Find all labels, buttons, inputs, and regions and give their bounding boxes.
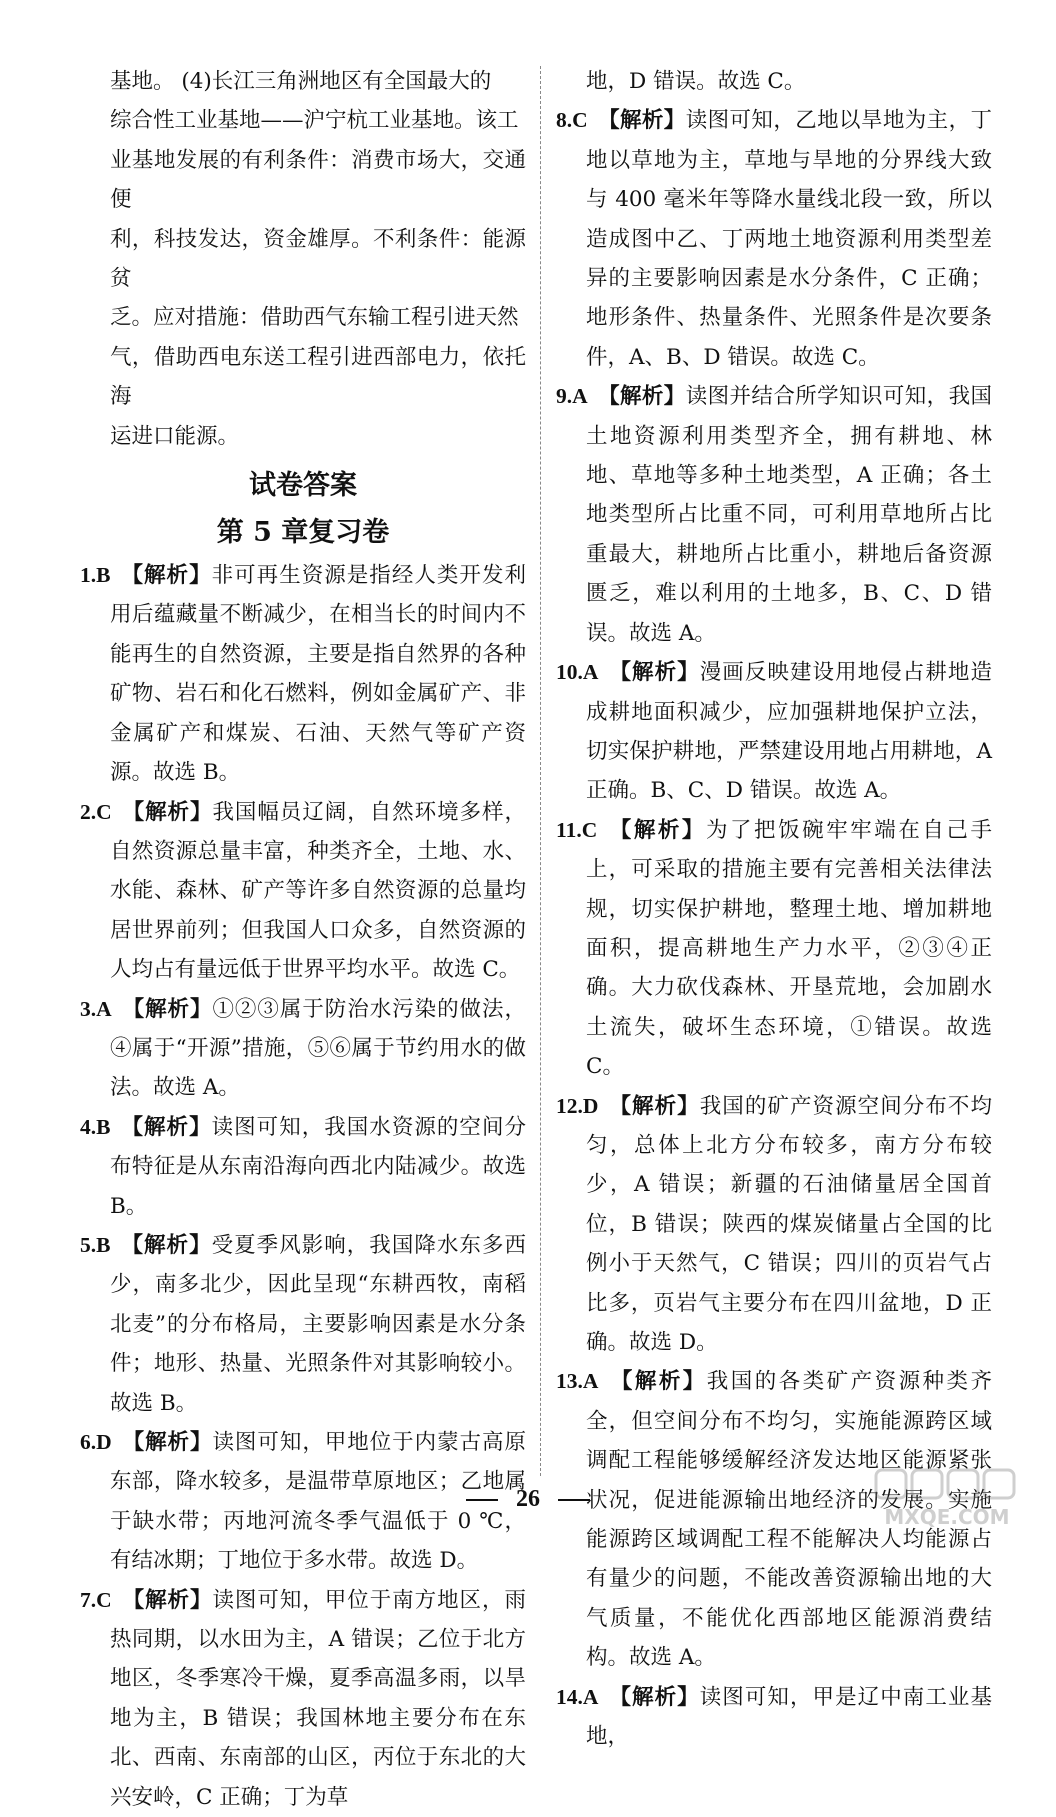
item-number: 1. (80, 563, 97, 588)
answer-letter: A (582, 660, 599, 685)
text-line: 利，科技发达，资金雄厚。不利条件：能源贫 (110, 226, 526, 292)
analysis-text: 受夏季风影响，我国降水东多西少，南多北少，因此呈现“东耕西牧，南稻北麦”的分布格局，主要影响因素是水分条件；地形、热量、光照条件对其影响较小。故选 B。 (110, 1232, 526, 1416)
analysis-tag: 【解析】 (121, 1587, 213, 1613)
item-number: 3. (80, 996, 97, 1021)
answer-letter: C (572, 108, 588, 133)
analysis-tag: 【解析】 (120, 563, 212, 589)
answer-item (80, 1108, 526, 1226)
answer-letter: C (581, 817, 598, 842)
text-line: 运进口能源。 (110, 423, 240, 449)
answer-item (556, 1678, 992, 1757)
analysis-text: 为了把饭碗牢牢端在自己手上，可采取的措施主要有完善相关法律法规，切实保护耕地，整理土地、增加耕地面积，提高耕地生产力水平，②③④正确。大力砍伐森林、开垦荒地，会加剧水土流失，破坏生态环境，①错误。故选 C。 (586, 817, 992, 1080)
analysis-tag: 【解析】 (121, 799, 213, 825)
analysis-text: 漫画反映建设用地侵占耕地造成耕地面积减少，应加强耕地保护立法，切实保护耕地，严禁建设用地占用耕地，A 正确。B、C、D 错误。故选 A。 (586, 660, 992, 804)
item-number: 6. (80, 1430, 97, 1454)
analysis-tag: 【解析】 (608, 660, 700, 686)
analysis-text: 读图并结合所学知识可知，我国土地资源利用类型齐全，拥有耕地、林地、草地等多种土地类型，A 正确；各土地类型所占比重不同，可利用草地所占比重最大，耕地所占比重小，耕地后备资源匮乏，难以利用的土地多，B、C、D 错误。故选 A。 (586, 384, 992, 646)
analysis-text: 我国幅员辽阔，自然环境多样，自然资源总量丰富，种类齐全，土地、水、水能、森林、矿产等许多自然资源的总量均居世界前列；但我国人口众多，自然资源的人均占有量远低于世界平均水平。故选 C。 (110, 799, 526, 983)
analysis-tag: 【解析】 (608, 1093, 700, 1119)
text-line: 基地。 (4)长江三角洲地区有全国最大的 (110, 69, 492, 94)
answer-item (80, 1226, 526, 1423)
answer-letter: B (96, 563, 111, 588)
answer-letter: D (96, 1430, 112, 1454)
analysis-tag: 【解析】 (121, 996, 213, 1022)
answer-letter: A (96, 996, 112, 1021)
answer-item (556, 1087, 992, 1363)
answer-item (80, 990, 526, 1108)
answer-letter: D (582, 1093, 599, 1118)
item-number: 5. (80, 1232, 97, 1257)
answer-letter: B (96, 1232, 111, 1257)
answer-letter: B (96, 1114, 111, 1139)
analysis-tag: 【解析】 (608, 1684, 700, 1710)
item-number: 12. (556, 1093, 583, 1118)
item-number: 9. (556, 384, 573, 409)
answer-letter: C (96, 1587, 112, 1612)
answer-letter: A (582, 1369, 599, 1394)
analysis-tag: 【解析】 (597, 108, 686, 134)
section-title: 试卷答案 (249, 470, 357, 502)
answer-item (80, 1581, 526, 1817)
analysis-text: 读图可知，甲是辽中南工业基地， (586, 1684, 992, 1750)
analysis-text: 非可再生资源是指经人类开发利用后蕴藏量不断减少，在相当长的时间内不能再生的自然资源，主要是指自然界的各种矿物、岩石和化石燃料，例如金属矿产、非金属矿产和煤炭、石油、天然气等矿产资源。故选 B。 (110, 563, 526, 786)
analysis-tag: 【解析】 (608, 1369, 707, 1395)
previous-answer-continuation (80, 62, 526, 456)
analysis-tag: 【解析】 (120, 1114, 212, 1140)
watermark-logo (872, 1466, 1022, 1530)
answer-item (556, 377, 992, 653)
answer-letter: A (572, 384, 588, 409)
text-line: 气，借助西电东送工程引进西部电力，依托海 (110, 344, 526, 410)
watermark-text: MXQE.COM (884, 1505, 1010, 1529)
chapter-title: 第 5 章复习卷 (216, 517, 390, 549)
analysis-text: 我国的各类矿产资源种类齐全，但空间分布不均匀，实施能源跨区域调配工程能够缓解经济发达地区能源紧张状况，促进能源输出地经济的发展。实施能源跨区域调配工程不能解决人均能源占有量少的问题，不能改善资源输出地的大气质量，不能优化西部地区能源消费结构。故选 A。 (586, 1369, 992, 1671)
analysis-text: 读图可知，我国水资源的空间分布特征是从东南沿海向西北内陆减少。故选 B。 (110, 1114, 526, 1219)
text-line: 业基地发展的有利条件：消费市场大，交通便 (110, 147, 526, 213)
analysis-tag: 【解析】 (120, 1232, 212, 1258)
answer-item (556, 653, 992, 811)
item-number: 13. (556, 1369, 583, 1394)
item-number: 11. (556, 817, 582, 842)
analysis-text: ①②③属于防治水污染的做法，④属于“开源”措施，⑤⑥属于节约用水的做法。故选 A。 (110, 996, 526, 1101)
text-line: 乏。应对措施：借助西气东输工程引进天然 (110, 305, 519, 331)
page-number: 26 (516, 1486, 540, 1512)
analysis-tag: 【解析】 (607, 817, 706, 843)
answer-item (556, 101, 992, 377)
analysis-tag: 【解析】 (121, 1430, 213, 1455)
footer-dash-left (466, 1499, 498, 1501)
item-number: 4. (80, 1114, 97, 1139)
left-column (80, 62, 526, 1817)
footer-dash-right (558, 1499, 590, 1501)
text-line: 综合性工业基地——沪宁杭工业基地。该工 (110, 108, 519, 134)
item-number: 7. (80, 1587, 97, 1612)
answer-item (556, 811, 992, 1087)
item-number: 8. (556, 108, 573, 133)
analysis-tag: 【解析】 (597, 384, 686, 410)
analysis-text: 我国的矿产资源空间分布不均匀，总体上北方分布较多，南方分布较少，A 错误；新疆的石油储量居全国首位，B 错误；陕西的煤炭储量占全国的比例小于天然气，C 错误；四川的页岩气占比多，页岩气主要分布在四川盆地，D 正确。故选 D。 (586, 1093, 992, 1355)
column-divider (540, 66, 541, 1476)
answer-letter: A (582, 1684, 599, 1709)
analysis-text: 读图可知，甲位于南方地区，雨热同期，以水田为主，A 错误；乙位于北方地区，冬季寒冷干燥，夏季高温多雨，以旱地为主，B 错误；我国林地主要分布在东北、西南、东南部的山区，丙位于东北的大兴安岭，C 正确；丁为草 (110, 1587, 526, 1810)
analysis-text: 读图可知，甲地位于内蒙古高原东部，降水较多，是温带草原地区；乙地属于缺水带；丙地河流冬季气温低于 0 ℃，有结冰期；丁地位于多水带。故选 D。 (110, 1430, 526, 1574)
item-number: 14. (556, 1684, 583, 1709)
answer-letter: C (96, 799, 112, 824)
item-7-continuation: 地，D 错误。故选 C。 (586, 69, 806, 94)
item-number: 10. (556, 660, 583, 685)
answer-item (80, 556, 526, 792)
answer-item (80, 793, 526, 990)
item-number: 2. (80, 799, 97, 824)
analysis-text: 读图可知，乙地以旱地为主，丁地以草地为主，草地与旱地的分界线大致与 400 毫米年等降水量线北段一致，所以造成图中乙、丁两地土地资源利用类型差异的主要影响因素是水分条件，C 正确；地形条件、热量条件、光照条件是次要条件，A、B、D 错误。故选 C。 (586, 108, 992, 370)
